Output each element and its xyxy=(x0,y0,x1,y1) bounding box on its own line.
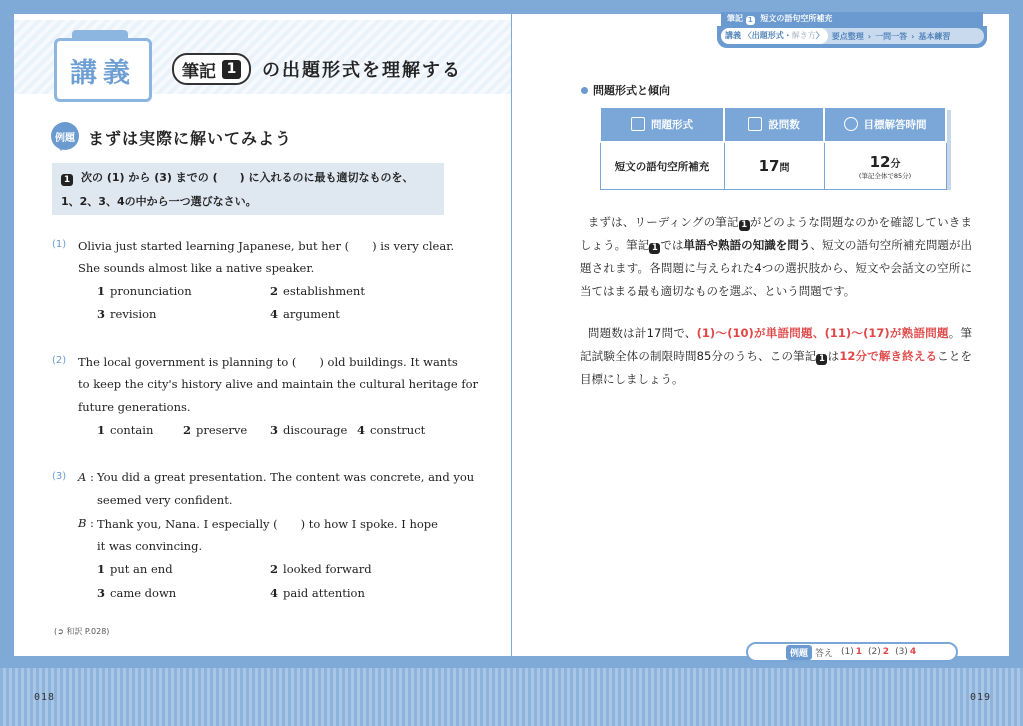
left-page xyxy=(14,14,511,656)
nav-qa[interactable]: 一問一答 xyxy=(875,31,908,41)
breadcrumb: 筆記 1 短文の語句空所補充 xyxy=(721,12,983,26)
option: 3 came down xyxy=(97,586,177,600)
question-line: You did a great presentation. The content was concrete, and you xyxy=(97,470,475,484)
chapter-number: 1 xyxy=(222,60,241,79)
example-badge: 例題 xyxy=(51,122,79,150)
answer-label: 答え xyxy=(815,648,834,659)
table-header: 設問数 xyxy=(724,107,824,142)
speaker-a: A xyxy=(78,470,87,484)
nav-lecture[interactable]: 講義 〈出題形式・解き方〉 xyxy=(721,28,828,44)
breadcrumb-title: 短文の語句空所補充 xyxy=(760,14,833,23)
option: 1 put an end xyxy=(97,562,173,576)
table-cell-time: 12分 (筆記全体で85分) xyxy=(824,142,946,190)
instruction-line1: 次の (1) から (3) までの ( ) に入れるのに最も適切なものを、 xyxy=(81,171,414,184)
page-title: の出題形式を理解する xyxy=(262,60,462,81)
breadcrumb-number: 1 xyxy=(746,16,755,25)
nav-practice[interactable]: 基本練習 xyxy=(918,31,951,41)
question-line: future generations. xyxy=(78,400,191,414)
option: 4 argument xyxy=(270,307,340,321)
option: 3 revision xyxy=(97,307,157,321)
option: 4 paid attention xyxy=(270,586,365,600)
table-header: 目標解答時間 xyxy=(824,107,946,142)
instruction-number: 1 xyxy=(61,174,73,186)
table-header: 問題形式 xyxy=(600,107,724,142)
question-line: Olivia just started learning Japanese, but her ( ) is very clear. xyxy=(78,239,455,253)
option: 2 establishment xyxy=(270,284,365,298)
option: 1 contain xyxy=(97,423,154,437)
format-table xyxy=(599,106,947,190)
instruction-box xyxy=(52,163,444,215)
question-line: seemed very confident. xyxy=(97,493,233,507)
option: 2 looked forward xyxy=(270,562,372,576)
question-line: to keep the city's history alive and maintain the cultural heritage for xyxy=(78,377,479,391)
instruction-line2: 1、2、3、4の中から一つ選びなさい。 xyxy=(61,195,257,208)
answer-value: 1 xyxy=(855,647,863,657)
option: 3 discourage xyxy=(270,423,348,437)
chapter-pill xyxy=(172,53,251,85)
example-title: まずは実際に解いてみよう xyxy=(88,129,293,148)
section-nav: 講義 〈出題形式・解き方〉 要点整理 › 一問一答 › 基本練習 xyxy=(721,28,984,44)
answer-value: 2 xyxy=(882,647,890,657)
speaker-b: B xyxy=(78,516,87,530)
page-number-right: 019 xyxy=(970,692,992,703)
document-icon xyxy=(631,117,645,131)
list-icon xyxy=(748,117,762,131)
chapter-prefix: 筆記 xyxy=(182,61,216,82)
question-line: The local government is planning to ( ) old buildings. It wants xyxy=(78,355,458,369)
table-cell-format: 短文の語句空所補充 xyxy=(600,142,724,190)
option: 4 construct xyxy=(357,423,426,437)
question-line: She sounds almost like a native speaker. xyxy=(78,261,315,275)
answer-value: 4 xyxy=(909,647,917,657)
question-number: (1) xyxy=(52,239,67,250)
translation-reference: (➲ 和訳 P.028) xyxy=(54,627,110,636)
bottom-stripes xyxy=(0,668,1023,726)
option: 1 pronunciation xyxy=(97,284,192,298)
answer-box: 例題 答え (1) 1 (2) 2 (3) 4 xyxy=(746,642,958,662)
bullet-icon xyxy=(581,87,588,94)
question-line: it was convincing. xyxy=(97,539,203,553)
paragraph-1: まずは、リーディングの筆記 1 がどのような問題なのかを確認していきましょう。筆記 1 では単語や熟語の知識を問う、短文の語句空所補充問題が出題されます。各問題に与えられた4つの選択肢から、短文や会話文の空所に当てはまる最も適切なものを選ぶ、という問題です。 xyxy=(580,215,973,298)
option: 2 preserve xyxy=(183,423,248,437)
nav-points[interactable]: 要点整理 xyxy=(831,31,864,41)
section-heading: 問題形式と傾向 xyxy=(581,82,670,98)
page-number-left: 018 xyxy=(34,692,56,703)
lecture-label: 講義 xyxy=(54,38,152,102)
paragraph-2: 問題数は計17問で、(1)〜(10)が単語問題、(11)〜(17)が熟語問題。筆記試験全体の制限時間85分のうち、この筆記 1 は12分で解き終えることを目標にしましょう。 xyxy=(580,326,973,386)
table-cell-count: 17問 xyxy=(724,142,824,190)
stopwatch-icon xyxy=(844,117,858,131)
question-number: (3) xyxy=(52,471,67,482)
question-number: (2) xyxy=(52,355,67,366)
question-line: Thank you, Nana. I especially ( ) to how I spoke. I hope xyxy=(97,517,438,531)
answer-badge: 例題 xyxy=(786,645,812,660)
